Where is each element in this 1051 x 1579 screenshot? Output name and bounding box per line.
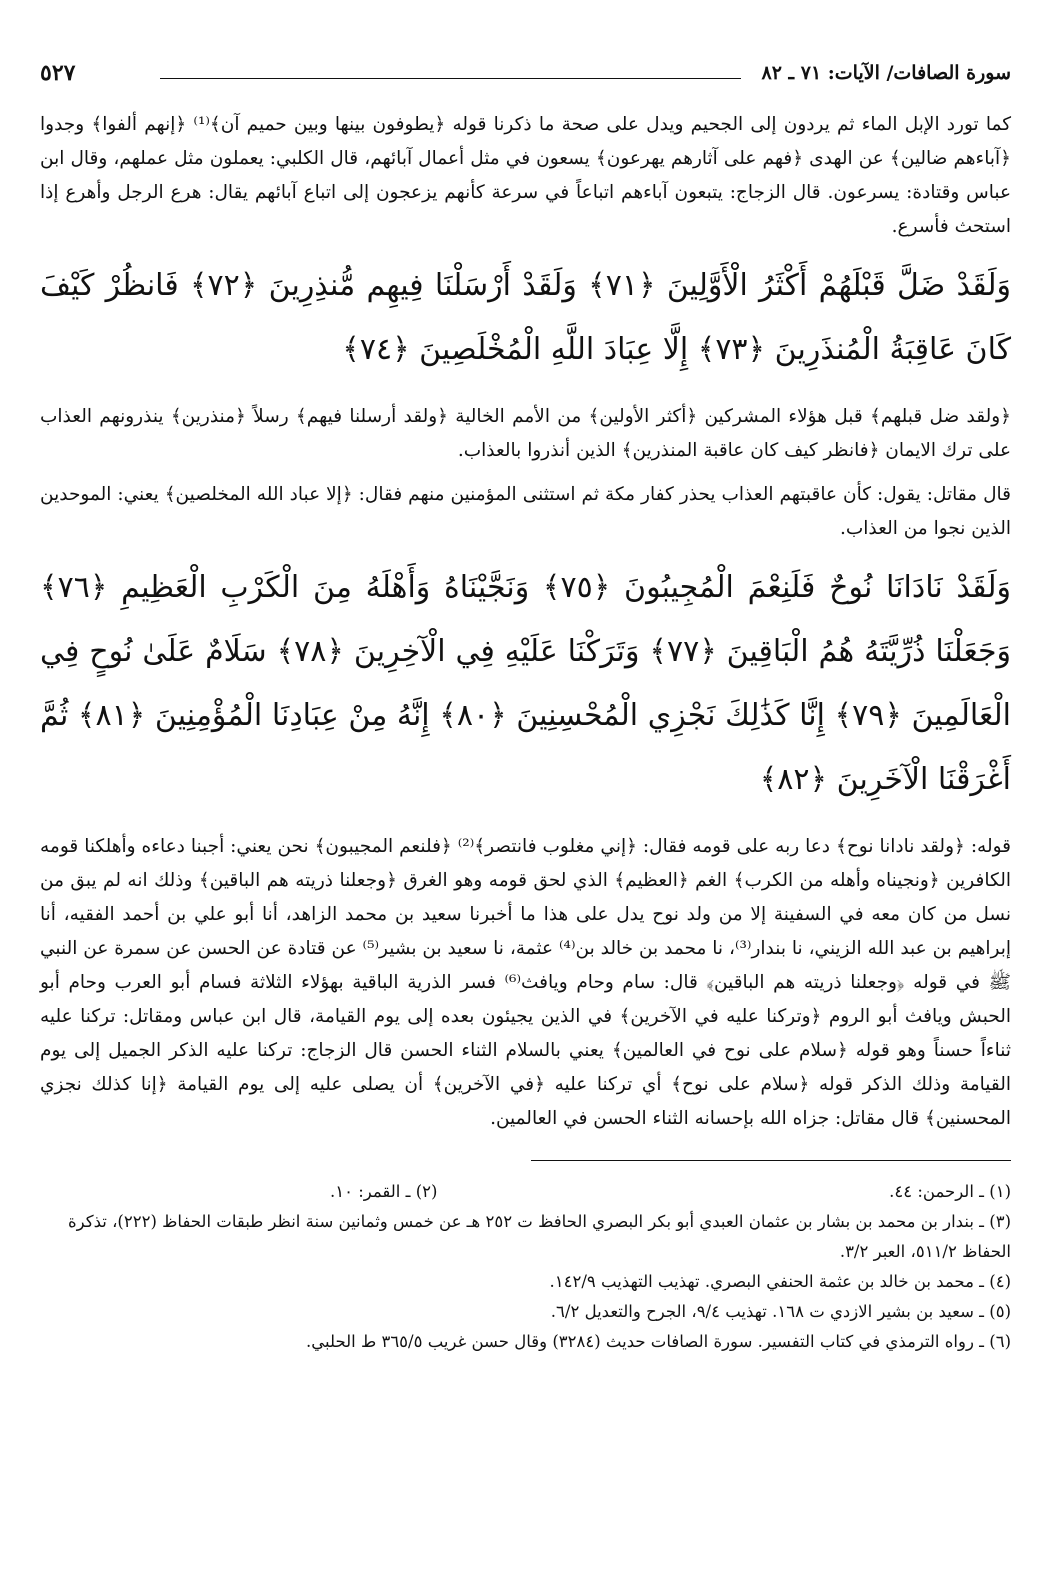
footnote-divider: [531, 1160, 1011, 1161]
commentary-paragraph-3: قال مقاتل: يقول: كأن عاقبتهم العذاب يحذر كفار مكة ثم استثنى المؤمنين منهم فقال: ﴿إلا عباد الله المخلصين﴾ يعني: الموحدين الذين نجوا من العذاب.: [40, 484, 1011, 539]
footnote-row-1-2: [40, 1177, 1011, 1207]
footnote-6: (٦) ـ رواه الترمذي في كتاب التفسير. سورة الصافات حديث (٣٢٨٤) وقال حسن غريب ٣٦٥/٥ ط الحلبي.: [306, 1332, 1011, 1351]
footnote-3: (٣) ـ بندار بن محمد بن بشار بن عثمان العبدي أبو بكر البصري الحافظ ت ٢٥٢ هـ عن خمس وثمانين سنة انظر طبقات الحفاظ (٢٢٢)، تذكرة الحفاظ ٥١١/٢، العبر ٣/٢.: [68, 1212, 1011, 1261]
page-number: ٥٢٧: [40, 60, 76, 86]
header-rule: [160, 78, 741, 79]
commentary-paragraph-4: قوله: ﴿ولقد نادانا نوح﴾ دعا ربه على قومه فقال: ﴿إني مغلوب فانتصر﴾⁽²⁾ ﴿فلنعم المجيبون﴾ نحن يعني: أجبنا دعاءه وأهلكنا قومه الكافرين ﴿ونجيناه وأهله من الكرب﴾ الغم ﴿العظيم﴾ الذي لحق قومه وهو الغرق ﴿وجعلنا ذريته هم الباقين﴾ وذلك انه لم يبق من نسل من كان معه في السفينة إلا من ولد نوح يدل على هذا ما أخبرنا سعيد بن محمد الزاهد، أنا أبو علي بن أحمد الفقيه، أنا إبراهيم بن عبد الله الزيني، نا بندار⁽³⁾، نا محمد بن خالد بن⁽⁴⁾ عثمة، نا سعيد بن بشير⁽⁵⁾ عن قتادة عن الحسن عن سمرة عن النبي ﷺ في قوله ﴿وجعلنا ذريته هم الباقين﴾ قال: سام وحام ويافث⁽⁶⁾ فسر الذرية الباقية بهؤلاء الثلاثة فسام أبو العرب وحام أبو الحبش ويافث أبو الروم ﴿وتركنا عليه في الآخرين﴾ في الذين يجيئون بعده إلى يوم القيامة، قال ابن عباس ومقاتل: تركنا عليه ثناءاً حسناً وهو قوله ﴿سلام على نوح في العالمين﴾ يعني بالسلام الثناء الحسن قال الزجاج: تركنا عليه الذكر الجميل إلى يوم القيامة وذلك الذكر قوله ﴿سلام على نوح﴾ أي تركنا عليه ﴿في الآخرين﴾ أن يصلى عليه إلى يوم القيامة ﴿إنا كذلك نجزي المحسنين﴾ قال مقاتل: جزاه الله بإحسانه الثناء الحسن في العالمين.: [40, 836, 1012, 1129]
footnote-4: (٤) ـ محمد بن خالد بن عثمة الحنفي البصري. تهذيب التهذيب ١٤٢/٩.: [549, 1272, 1011, 1291]
page-header: [40, 60, 1011, 100]
footnotes: [40, 1177, 1011, 1357]
footnote-5: (٥) ـ سعيد بن بشير الازدي ت ١٦٨. تهذيب ٩/٤، الجرح والتعديل ٦/٢.: [550, 1302, 1011, 1321]
quran-verse-block-2: وَلَقَدْ نَادَانَا نُوحٌ فَلَنِعْمَ الْمُجِيبُونَ ﴿٧٥﴾ وَنَجَّيْنَاهُ وَأَهْلَهُ مِنَ الْكَرْبِ الْعَظِيمِ ﴿٧٦﴾ وَجَعَلْنَا ذُرِّيَّتَهُ هُمُ الْبَاقِينَ ﴿٧٧﴾ وَتَرَكْنَا عَلَيْهِ فِي الْآخِرِينَ ﴿٧٨﴾ سَلَامٌ عَلَىٰ نُوحٍ فِي الْعَالَمِينَ ﴿٧٩﴾ إِنَّا كَذَٰلِكَ نَجْزِي الْمُحْسِنِينَ ﴿٨٠﴾ إِنَّهُ مِنْ عِبَادِنَا الْمُؤْمِنِينَ ﴿٨١﴾ ثُمَّ أَغْرَقْنَا الْآخَرِينَ ﴿٨٢﴾: [40, 570, 1011, 797]
commentary-paragraph-2: ﴿ولقد ضل قبلهم﴾ قبل هؤلاء المشركين ﴿أكثر الأولين﴾ من الأمم الخالية ﴿ولقد أرسلنا فيهم﴾ رسلاً ﴿منذرين﴾ ينذرونهم العذاب على ترك الايمان ﴿فانظر كيف كان عاقبة المنذرين﴾ الذين أنذروا بالعذاب.: [40, 406, 1011, 461]
page-title: سورة الصافات/ الآيات: ٧١ ـ ٨٢: [761, 62, 1011, 84]
footnote-1: (١) ـ الرحمن: ٤٤.: [889, 1182, 1011, 1201]
footnote-2: (٢) ـ القمر: ١٠.: [330, 1182, 438, 1201]
quran-verse-block-1: وَلَقَدْ ضَلَّ قَبْلَهُمْ أَكْثَرُ الْأَوَّلِينَ ﴿٧١﴾ وَلَقَدْ أَرْسَلْنَا فِيهِم مُّنذِرِينَ ﴿٧٢﴾ فَانظُرْ كَيْفَ كَانَ عَاقِبَةُ الْمُنذَرِينَ ﴿٧٣﴾ إِلَّا عِبَادَ اللَّهِ الْمُخْلَصِينَ ﴿٧٤﴾: [40, 268, 1011, 367]
commentary-paragraph-1: كما تورد الإبل الماء ثم يردون إلى الجحيم ويدل على صحة ما ذكرنا قوله ﴿يطوفون بينها وبين حميم آن﴾⁽¹⁾ ﴿إنهم ألفوا﴾ وجدوا ﴿آباءهم ضالين﴾ عن الهدى ﴿فهم على آثارهم يهرعون﴾ يسعون في مثل أعمال آبائهم، قال الكلبي: يعملون مثل عملهم، وقال ابن عباس وقتادة: يسرعون. قال الزجاج: يتبعون آباءهم اتباعاً في سرعة كأنهم يزعجون إلى اتباع آبائهم يقال: هرع الرجل وأهرع إذا استحث فأسرع.: [40, 114, 1011, 237]
